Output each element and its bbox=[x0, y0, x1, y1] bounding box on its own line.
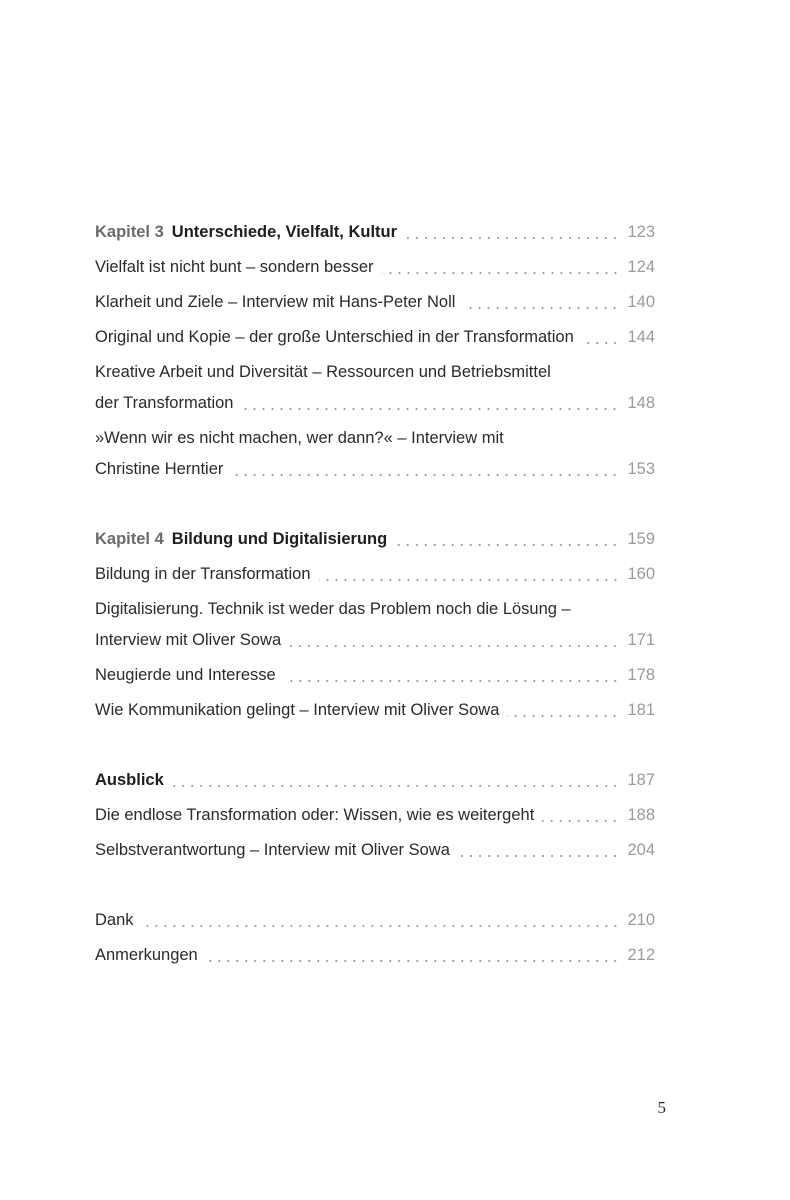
page-number: 181 bbox=[627, 701, 655, 719]
toc-entry bbox=[95, 322, 655, 353]
chapter-title: Unterschiede, Vielfalt, Kultur bbox=[171, 223, 398, 241]
table-of-contents bbox=[95, 217, 655, 975]
page-number: 148 bbox=[627, 394, 655, 412]
entry-title: Selbstverantwortung – Interview mit Oliver Sowa bbox=[95, 841, 450, 859]
dot-leader bbox=[284, 680, 620, 682]
page-number: 144 bbox=[627, 328, 655, 346]
toc-entry-dank bbox=[95, 905, 655, 936]
dot-leader bbox=[231, 474, 619, 476]
dot-leader bbox=[319, 579, 620, 581]
dot-leader bbox=[405, 237, 619, 239]
entry-title: Bildung in der Transformation bbox=[95, 565, 311, 583]
page-number: 153 bbox=[627, 460, 655, 478]
page-number: 124 bbox=[627, 258, 655, 276]
toc-entry bbox=[95, 252, 655, 283]
entry-title: Vielfalt ist nicht bunt – sondern besser bbox=[95, 258, 374, 276]
dot-leader bbox=[458, 855, 620, 857]
toc-entry bbox=[95, 423, 655, 485]
page-number: 187 bbox=[627, 771, 655, 789]
entry-title-line-1: Digitalisierung. Technik ist weder das Problem noch die Lösung – bbox=[95, 600, 571, 618]
page-number: 159 bbox=[627, 530, 655, 548]
dot-leader bbox=[382, 272, 620, 274]
page-number: 123 bbox=[627, 223, 655, 241]
toc-entry bbox=[95, 695, 655, 726]
entry-title-line-2: Interview mit Oliver Sowa bbox=[95, 631, 282, 649]
dot-leader bbox=[241, 408, 619, 410]
toc-ausblick-heading bbox=[95, 765, 655, 796]
entry-title: Wie Kommunikation gelingt – Interview mit Oliver Sowa bbox=[95, 701, 500, 719]
toc-entry bbox=[95, 357, 655, 419]
entry-title-line-1: Kreative Arbeit und Diversität – Ressourcen und Betriebsmittel bbox=[95, 363, 551, 381]
dot-leader bbox=[172, 785, 620, 787]
entry-title: Neugierde und Interesse bbox=[95, 666, 276, 684]
entry-title: Klarheit und Ziele – Interview mit Hans-Peter Noll bbox=[95, 293, 456, 311]
page-number: 188 bbox=[627, 806, 655, 824]
section-title: Ausblick bbox=[95, 771, 164, 789]
page-number: 140 bbox=[627, 293, 655, 311]
dot-leader bbox=[395, 544, 619, 546]
folio-page-number: 5 bbox=[657, 1098, 666, 1117]
dot-leader bbox=[507, 715, 619, 717]
toc-entry bbox=[95, 287, 655, 318]
entry-title-line-1: »Wenn wir es nicht machen, wer dann?« – Interview mit bbox=[95, 429, 504, 447]
entry-title-line-2: Christine Herntier bbox=[95, 460, 224, 478]
toc-chapter-4-heading bbox=[95, 524, 655, 555]
entry-title: Die endlose Transformation oder: Wissen, wie es weitergeht bbox=[95, 806, 535, 824]
toc-chapter-3-heading bbox=[95, 217, 655, 248]
dot-leader bbox=[582, 342, 620, 344]
dot-leader bbox=[463, 307, 619, 309]
page-number: 160 bbox=[627, 565, 655, 583]
toc-entry bbox=[95, 559, 655, 590]
page-number: 210 bbox=[627, 911, 655, 929]
page-number: 178 bbox=[627, 666, 655, 684]
toc-entry-anmerkungen bbox=[95, 940, 655, 971]
entry-title: Dank bbox=[95, 911, 134, 929]
chapter-label: Kapitel 4 bbox=[95, 530, 164, 548]
chapter-title: Bildung und Digitalisierung bbox=[171, 530, 388, 548]
dot-leader bbox=[206, 960, 620, 962]
toc-entry bbox=[95, 594, 655, 656]
toc-entry bbox=[95, 800, 655, 831]
entry-title: Anmerkungen bbox=[95, 946, 198, 964]
chapter-label: Kapitel 3 bbox=[95, 223, 164, 241]
entry-title: Original und Kopie – der große Unterschied in der Transformation bbox=[95, 328, 574, 346]
page-number: 204 bbox=[627, 841, 655, 859]
toc-entry bbox=[95, 835, 655, 866]
entry-title-line-2: der Transformation bbox=[95, 394, 234, 412]
page-number: 212 bbox=[627, 946, 655, 964]
toc-entry bbox=[95, 660, 655, 691]
dot-leader bbox=[542, 820, 619, 822]
dot-leader bbox=[289, 645, 619, 647]
page-number: 171 bbox=[627, 631, 655, 649]
dot-leader bbox=[142, 925, 620, 927]
